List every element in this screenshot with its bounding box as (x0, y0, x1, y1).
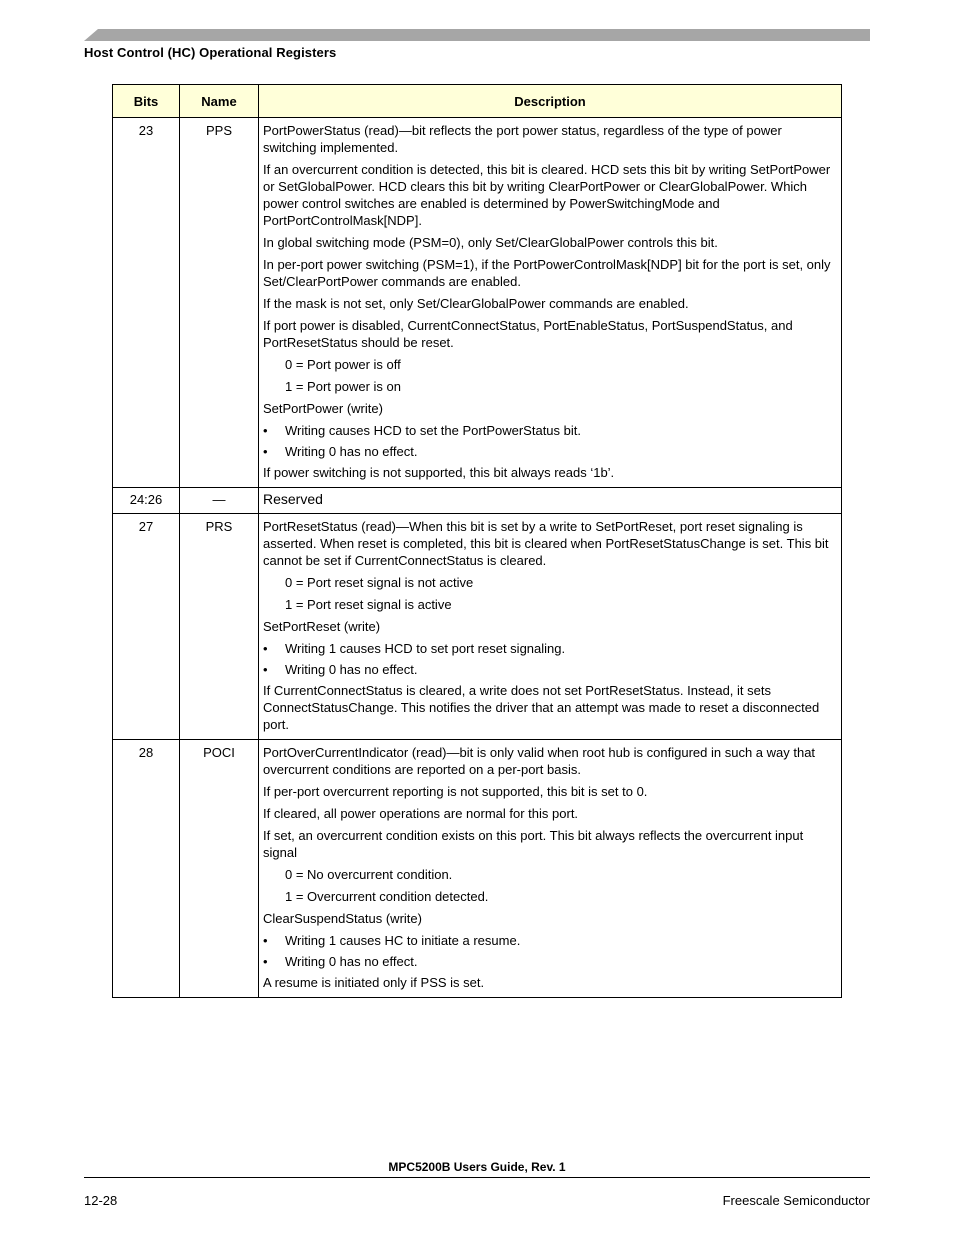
description-cell (259, 118, 842, 488)
table-row (113, 488, 842, 514)
description-paragraph: If an overcurrent condition is detected, this bit is cleared. HCD sets this bit by writing SetPortPower or SetGlobalPower. HCD clears this bit by writing ClearPortPower or ClearGlobalPower. Which power control switches are enabled is determined by PowerSwitchingMode and PortPortControlMask[NDP]. (263, 162, 831, 228)
bullet-text: Writing 1 causes HC to initiate a resume. (285, 933, 521, 948)
field-name-cell: PRS (180, 514, 259, 740)
bullet-icon: • (263, 641, 268, 656)
bits-cell: 27 (113, 514, 180, 740)
bullet-item (263, 953, 835, 970)
description-paragraph: If per-port overcurrent reporting is not supported, this bit is set to 0. (263, 784, 648, 799)
bullet-item (263, 640, 835, 657)
description-cell (259, 514, 842, 740)
value-definition: 0 = No overcurrent condition. (285, 867, 453, 882)
bullet-text: Writing 0 has no effect. (285, 444, 418, 459)
bullet-text: Writing causes HCD to set the PortPowerStatus bit. (285, 423, 581, 438)
value-definition: 1 = Port reset signal is active (285, 597, 452, 612)
description-paragraph: If port power is disabled, CurrentConnectStatus, PortEnableStatus, PortSuspendStatus, and PortResetStatus should be reset. (263, 318, 793, 350)
bits-cell: 28 (113, 740, 180, 998)
field-name-cell: POCI (180, 740, 259, 998)
description-paragraph: A resume is initiated only if PSS is set. (263, 975, 485, 990)
bullet-icon: • (263, 933, 268, 948)
description-paragraph: If cleared, all power operations are normal for this port. (263, 806, 579, 821)
table-row (113, 740, 842, 998)
bullet-text: Writing 1 causes HCD to set port reset signaling. (285, 641, 566, 656)
description-paragraph: If power switching is not supported, this bit always reads ‘1b’. (263, 465, 615, 480)
footer-rule (84, 1177, 870, 1178)
description-cell (259, 740, 842, 998)
description-paragraph: If set, an overcurrent condition exists on this port. This bit always reflects the overcurrent input signal (263, 828, 804, 860)
value-definition: 0 = Port reset signal is not active (285, 575, 474, 590)
description-paragraph: PortOverCurrentIndicator (read)—bit is only valid when root hub is configured in such a way that overcurrent conditions are reported on a per-port basis. (263, 745, 816, 777)
header-rule-bar (84, 29, 870, 41)
publisher-name: Freescale Semiconductor (722, 1193, 870, 1208)
description-cell (259, 488, 842, 514)
section-title: Host Control (HC) Operational Registers (84, 45, 337, 60)
column-header-name: Name (180, 85, 259, 118)
column-header-description: Description (259, 85, 842, 118)
description-paragraph: PortResetStatus (read)—When this bit is set by a write to SetPortReset, port reset signaling is asserted. When reset is completed, this bit is cleared when PortResetStatusChange is set. This bit cannot be set if CurrentConnectStatus is cleared. (263, 519, 829, 568)
bullet-item (263, 422, 835, 439)
bullet-item (263, 661, 835, 678)
page-number: 12-28 (84, 1193, 118, 1208)
description-paragraph: If CurrentConnectStatus is cleared, a write does not set PortResetStatus. Instead, it sets ConnectStatusChange. This notifies the driver that an attempt was made to reset a disconnected port. (263, 683, 820, 732)
description-paragraph: In per-port power switching (PSM=1), if the PortPowerControlMask[NDP] bit for the port is set, only Set/ClearPortPower commands are enabled. (263, 257, 831, 289)
field-name-cell: PPS (180, 118, 259, 488)
bullet-item (263, 443, 835, 460)
bullet-item (263, 932, 835, 949)
bullet-text: Writing 0 has no effect. (285, 954, 418, 969)
bullet-icon: • (263, 423, 268, 438)
description-paragraph: ClearSuspendStatus (write) (263, 911, 422, 926)
value-definition: 1 = Port power is on (285, 379, 401, 394)
bullet-text: Writing 0 has no effect. (285, 662, 418, 677)
bullet-icon: • (263, 662, 268, 677)
description-paragraph: If the mask is not set, only Set/ClearGlobalPower commands are enabled. (263, 296, 689, 311)
description-paragraph: SetPortPower (write) (263, 401, 383, 416)
register-table (112, 84, 842, 998)
value-definition: 1 = Overcurrent condition detected. (285, 889, 489, 904)
value-definition: 0 = Port power is off (285, 357, 401, 372)
description-paragraph: In global switching mode (PSM=0), only Set/ClearGlobalPower controls this bit. (263, 235, 718, 250)
bullet-icon: • (263, 444, 268, 459)
bullet-icon: • (263, 954, 268, 969)
table-row (113, 514, 842, 740)
table-body (113, 118, 842, 998)
description-paragraph: PortPowerStatus (read)—bit reflects the port power status, regardless of the type of power switching implemented. (263, 123, 782, 155)
description-paragraph: SetPortReset (write) (263, 619, 381, 634)
footer-doc-title: MPC5200B Users Guide, Rev. 1 (388, 1160, 566, 1174)
table-row (113, 118, 842, 488)
column-header-bits: Bits (113, 85, 180, 118)
reserved-text: Reserved (263, 491, 323, 507)
table-header-row (113, 85, 842, 118)
field-name-cell: — (180, 488, 259, 514)
bits-cell: 24:26 (113, 488, 180, 514)
bits-cell: 23 (113, 118, 180, 488)
